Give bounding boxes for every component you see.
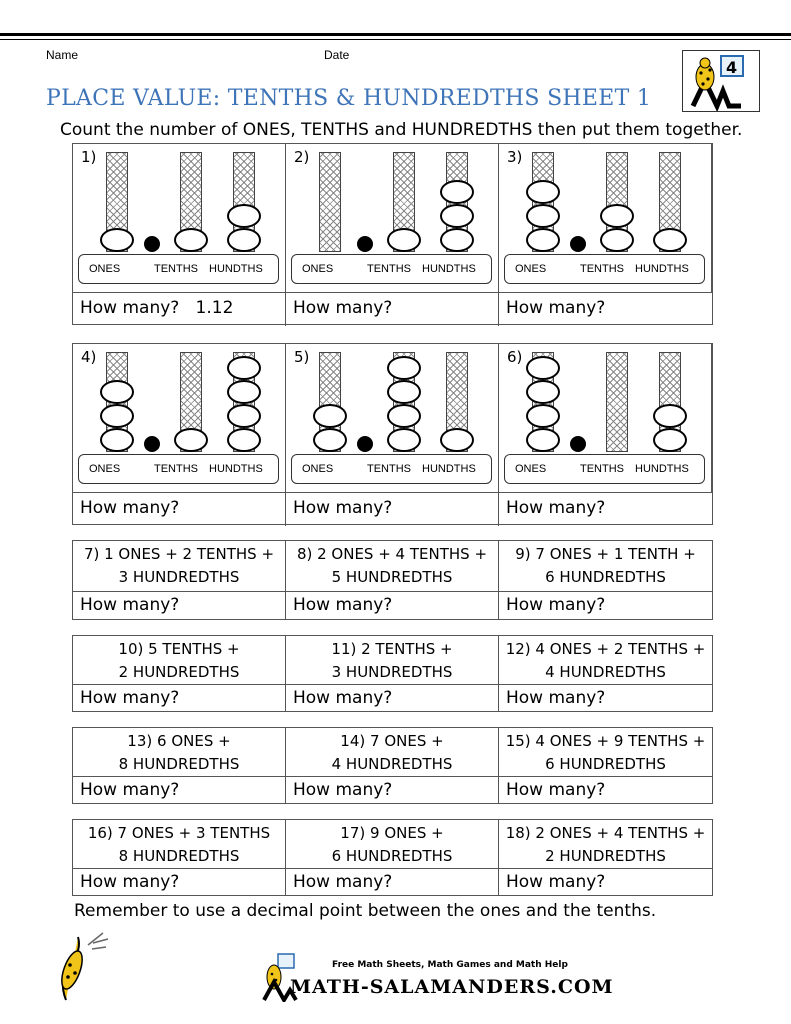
- abacus-base: [291, 454, 492, 484]
- abacus-cell: [286, 144, 499, 292]
- answer-cell: How many?: [286, 493, 499, 526]
- abacus-cell: [73, 144, 286, 292]
- base-label-ones: ONES: [515, 463, 547, 475]
- bead: [600, 228, 634, 252]
- answer-row: [73, 684, 712, 711]
- question-table-1: [72, 540, 713, 620]
- answer-cell: How many?: [506, 298, 606, 318]
- answer-cell: How many?: [73, 685, 286, 711]
- answer-cell: How many? 1.12: [73, 293, 286, 326]
- decimal-point: [357, 236, 373, 252]
- question-line-2: 6 HUNDREDTHS: [331, 847, 453, 865]
- bead: [227, 428, 261, 452]
- decimal-point: [144, 236, 160, 252]
- base-label-ones: ONES: [89, 463, 121, 475]
- bead: [526, 228, 560, 252]
- base-label-ones: ONES: [302, 463, 334, 475]
- bead: [600, 204, 634, 228]
- bead: [313, 428, 347, 452]
- bead: [526, 204, 560, 228]
- answer-row: [73, 292, 712, 325]
- question-line-2: 3 HUNDREDTHS: [118, 568, 240, 586]
- question-line-1: 10) 5 TENTHS +: [118, 640, 240, 658]
- question-number: 6): [507, 348, 523, 366]
- answer-cell: How many?: [73, 592, 286, 619]
- abacus-cell: [499, 344, 712, 492]
- question-table-2: [72, 635, 713, 712]
- footer-site-name: MATH-SALAMANDERS.COM: [290, 976, 614, 998]
- abacus-base: [504, 454, 705, 484]
- bead: [227, 404, 261, 428]
- bead: [440, 180, 474, 204]
- question-line-1: 16) 7 ONES + 3 TENTHS: [87, 824, 271, 842]
- base-label-hundredths: HUNDTHS: [209, 263, 263, 275]
- bead: [653, 404, 687, 428]
- answer-cell: How many?: [506, 595, 606, 615]
- question-number: 5): [294, 348, 310, 366]
- question-line-1: 15) 4 ONES + 9 TENTHS +: [505, 732, 706, 750]
- bead: [174, 428, 208, 452]
- answer-cell: How many?: [286, 685, 499, 711]
- question-cell: [286, 820, 499, 868]
- question-line-2: 4 HUNDREDTHS: [545, 663, 666, 681]
- question-cell: [499, 820, 712, 868]
- question-line-1: 18) 2 ONES + 4 TENTHS +: [505, 824, 706, 842]
- question-line-1: 9) 7 ONES + 1 TENTH +: [515, 545, 696, 563]
- answer-cell: How many?: [286, 293, 499, 326]
- question-cell: [499, 728, 712, 776]
- question-line-2: 6 HUNDREDTHS: [545, 755, 666, 773]
- base-label-tenths: TENTHS: [367, 463, 411, 475]
- question-cell: [286, 541, 499, 591]
- abacus-base: [78, 254, 279, 284]
- base-label-ones: ONES: [89, 263, 121, 275]
- bead: [100, 228, 134, 252]
- question-cell: [73, 728, 286, 776]
- abacus-base: [504, 254, 705, 284]
- abacus-base: [291, 254, 492, 284]
- base-label-tenths: TENTHS: [154, 463, 198, 475]
- bead: [653, 428, 687, 452]
- question-line-2: 4 HUNDREDTHS: [331, 755, 453, 773]
- abacus-base: [78, 454, 279, 484]
- bead: [526, 356, 560, 380]
- bead: [526, 380, 560, 404]
- date-label: Date: [324, 48, 350, 62]
- bead: [387, 356, 421, 380]
- ones-rod: [319, 152, 341, 252]
- bead: [313, 404, 347, 428]
- bead: [100, 428, 134, 452]
- abacus-table-1: [72, 143, 713, 325]
- question-cell: [499, 636, 712, 684]
- question-line-1: 14) 7 ONES +: [340, 732, 444, 750]
- question-line-2: 8 HUNDREDTHS: [118, 755, 240, 773]
- answer-cell: How many?: [73, 869, 286, 895]
- question-cell: [499, 541, 712, 591]
- abacus-table-2: [72, 343, 713, 525]
- header-rule-thin: [0, 39, 791, 40]
- decimal-point: [357, 436, 373, 452]
- base-label-hundredths: HUNDTHS: [422, 263, 476, 275]
- base-label-hundredths: HUNDTHS: [209, 463, 263, 475]
- base-label-tenths: TENTHS: [367, 263, 411, 275]
- footer-instruction: Remember to use a decimal point between the ones and the tenths.: [74, 901, 657, 921]
- bead: [227, 204, 261, 228]
- bead: [526, 428, 560, 452]
- answer-row: [73, 776, 712, 803]
- question-line-2: 3 HUNDREDTHS: [331, 663, 453, 681]
- question-line-1: 7) 1 ONES + 2 TENTHS +: [83, 545, 275, 563]
- question-cell: [73, 820, 286, 868]
- bead: [440, 428, 474, 452]
- bead: [440, 204, 474, 228]
- decimal-point: [570, 436, 586, 452]
- question-number: 4): [81, 348, 97, 366]
- salamander-logo: [682, 50, 760, 112]
- page-title: PLACE VALUE: TENTHS & HUNDREDTHS SHEET 1: [46, 86, 652, 111]
- answer-cell: How many?: [506, 498, 606, 518]
- answer-cell: How many?: [506, 780, 606, 800]
- answer-cell: How many?: [506, 688, 606, 708]
- bead: [227, 380, 261, 404]
- question-cell: [73, 541, 286, 591]
- name-label: Name: [46, 48, 79, 62]
- answer-row: [73, 591, 712, 619]
- bead: [387, 380, 421, 404]
- footer-tagline: Free Math Sheets, Math Games and Math Help: [332, 960, 568, 970]
- question-number: 2): [294, 148, 310, 166]
- bead: [227, 228, 261, 252]
- question-line-2: 2 HUNDREDTHS: [118, 663, 240, 681]
- answer-cell: How many?: [506, 872, 606, 892]
- question-cell: [286, 728, 499, 776]
- bead: [100, 380, 134, 404]
- decimal-point: [144, 436, 160, 452]
- base-label-ones: ONES: [515, 263, 547, 275]
- answer-cell: How many?: [73, 493, 286, 526]
- answer-cell: How many?: [286, 869, 499, 895]
- answer-cell: How many?: [73, 777, 286, 803]
- question-line-2: 6 HUNDREDTHS: [545, 568, 666, 586]
- bead: [227, 356, 261, 380]
- salamander-logo-icon: [683, 51, 759, 111]
- instruction-text: Count the number of ONES, TENTHS and HUNDREDTHS then put them together.: [60, 120, 743, 140]
- bead: [653, 228, 687, 252]
- question-number: 3): [507, 148, 523, 166]
- abacus-cell: [286, 344, 499, 492]
- bead: [526, 180, 560, 204]
- answer-cell: How many?: [286, 777, 499, 803]
- decimal-point: [570, 236, 586, 252]
- abacus-cell: [499, 144, 712, 292]
- question-line-1: 12) 4 ONES + 2 TENTHS +: [505, 640, 706, 658]
- header-rule: [0, 33, 791, 36]
- question-line-1: 8) 2 ONES + 4 TENTHS +: [296, 545, 488, 563]
- question-cell: [73, 636, 286, 684]
- bead: [526, 404, 560, 428]
- abacus-cell: [73, 344, 286, 492]
- base-label-ones: ONES: [302, 263, 334, 275]
- question-line-1: 13) 6 ONES +: [127, 732, 231, 750]
- question-line-1: 17) 9 ONES +: [340, 824, 444, 842]
- base-label-hundredths: HUNDTHS: [422, 463, 476, 475]
- answer-row: [73, 868, 712, 895]
- base-label-hundredths: HUNDTHS: [635, 463, 689, 475]
- question-line-1: 11) 2 TENTHS +: [331, 640, 453, 658]
- bead: [440, 228, 474, 252]
- base-label-tenths: TENTHS: [154, 263, 198, 275]
- base-label-tenths: TENTHS: [580, 463, 624, 475]
- question-line-2: 5 HUNDREDTHS: [331, 568, 453, 586]
- salamander-illustration-icon: [48, 925, 118, 1005]
- question-table-4: [72, 819, 713, 896]
- question-line-2: 2 HUNDREDTHS: [545, 847, 666, 865]
- question-number: 1): [81, 148, 97, 166]
- bead: [100, 404, 134, 428]
- bead: [387, 428, 421, 452]
- bead: [174, 228, 208, 252]
- base-label-hundredths: HUNDTHS: [635, 263, 689, 275]
- question-table-3: [72, 727, 713, 804]
- answer-row: [73, 492, 712, 525]
- answer-cell: How many?: [286, 592, 499, 619]
- question-line-2: 8 HUNDREDTHS: [118, 847, 240, 865]
- tenths-rod: [606, 352, 628, 452]
- bead: [387, 404, 421, 428]
- logo-badge-number: 4: [726, 58, 738, 77]
- bead: [387, 228, 421, 252]
- base-label-tenths: TENTHS: [580, 263, 624, 275]
- question-cell: [286, 636, 499, 684]
